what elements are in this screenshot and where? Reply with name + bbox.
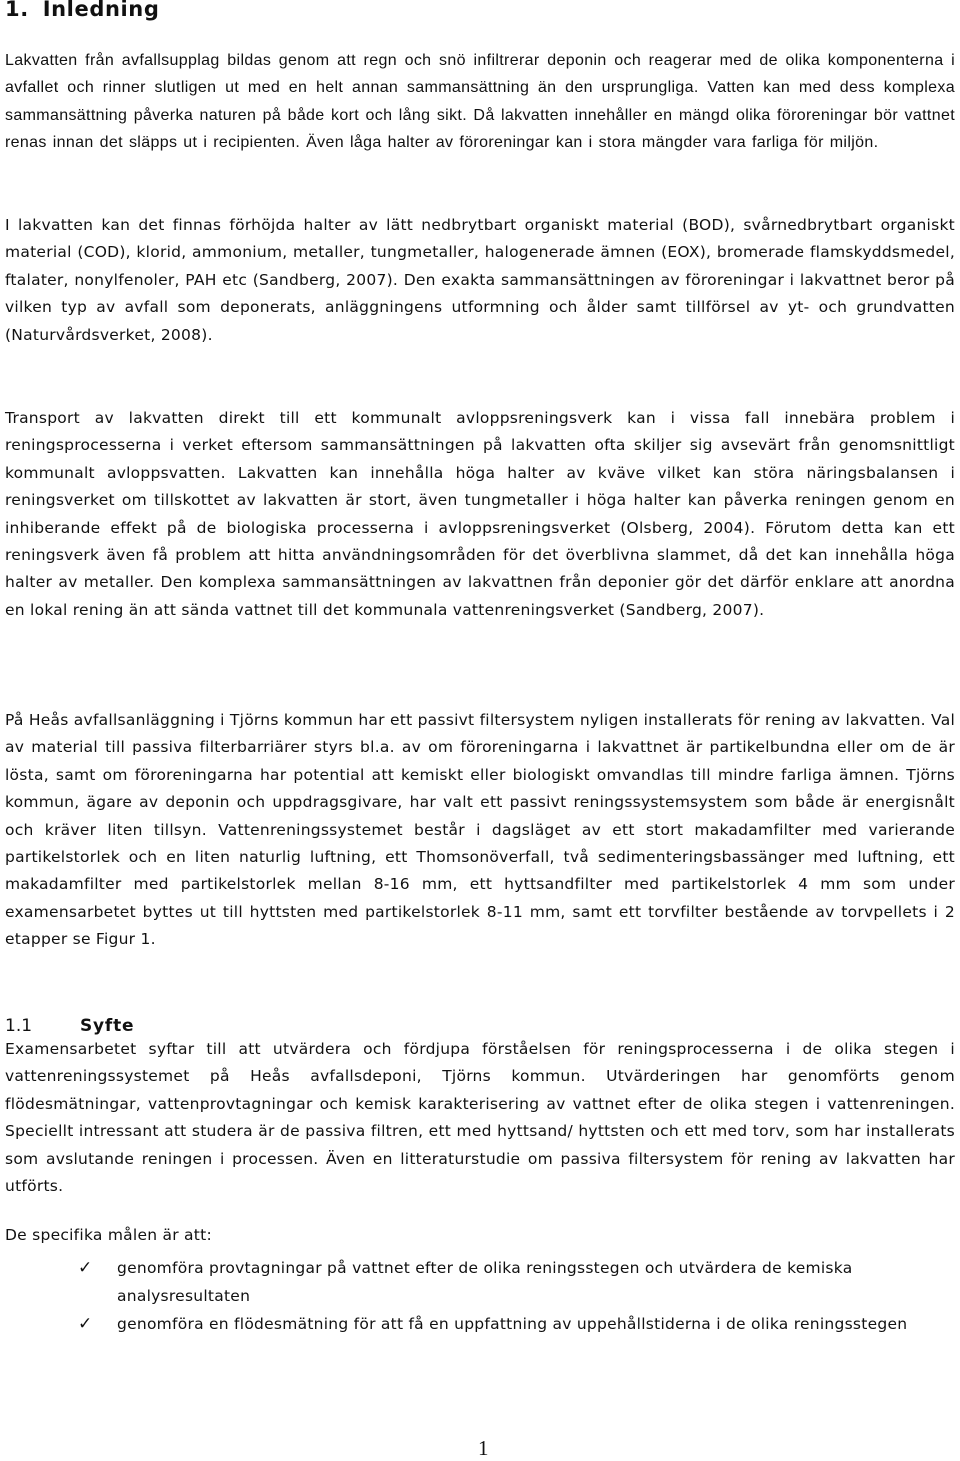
paragraph-intro: Lakvatten från avfallsupplag bildas genom att regn och snö infiltrerar deponin och reagerar med de olika komponenterna i avfallet och rinner slutligen ut med en helt annan sammansättning än den ursprungliga. Vatten kan med dess komplexa sammansättning påverka naturen på både kort och lång sikt. Då lakvatten innehåller en mängd olika föroreningar bör vattnet renas innan det släpps ut i recipienten. Även låga halter av föroreningar kan i stora mängder vara farliga för miljön.: [5, 52, 955, 152]
goals-list: [5, 1254, 955, 1338]
subsection-title: Syfte: [80, 1016, 135, 1036]
checkmark-icon: ✓: [78, 1314, 93, 1334]
subsection-heading: [5, 1016, 134, 1036]
paragraph-syfte: Examensarbetet syftar till att utvärdera och fördjupa förståelsen för reningsprocesserna i de olika stegen i vattenreningssystemet på Heås avfallsdeponi, Tjörns kommun. Utvärderingen har genomförts genom flödesmätningar, vattenprovtagningar och kemisk karakterisering av vattnet efter de olika stegen i vattenreningen. Speciellt intressant att studera är de passiva filtren, ett med hyttsand/ hyttsten och ett med torv, som har installerats som avslutande reningen i processen. Även en litteraturstudie om passiva filtersystem för rening av lakvatten har utförts.: [5, 1040, 955, 1196]
section-title: Inledning: [42, 0, 160, 21]
list-item: [5, 1310, 955, 1338]
section-heading: [5, 0, 160, 21]
section-number: 1.: [5, 0, 29, 21]
goal-text: genomföra provtagningar på vattnet efter de olika reningsstegen och utvärdera de kemiska analysresultaten: [117, 1259, 853, 1305]
goals-intro: De specifika målen är att:: [5, 1226, 212, 1244]
subsection-number: 1.1: [5, 1016, 33, 1036]
paragraph-heas: På Heås avfallsanläggning i Tjörns kommun har ett passivt filtersystem nyligen installerats för rening av lakvatten. Val av material till passiva filterbarriärer styrs bl.a. av om föroreningarna i lakvattnet är partikelbundna eller om de är lösta, samt om föroreningarna har potential att kemiskt eller biologiskt omvandlas till mindre farliga ämnen. Tjörns kommun, ägare av deponin och uppdragsgivare, har valt ett passivt reningssystemsystem som både är energisnålt och kräver liten tillsyn. Vattenreningssystemet består i dagsläget av ett stort makadamfilter med varierande partikelstorlek och en liten naturlig luftning, ett Thomsonöverfall, två sedimenteringsbassänger med luftning, ett makadamfilter med partikelstorlek mellan 8-16 mm, ett hyttsandfilter med partikelstorlek 4 mm som under examensarbetet byttes ut till hyttsten med partikelstorlek 8-11 mm, samt ett torvfilter bestående av torvpellets i 2 etapper se Figur 1.: [5, 711, 955, 949]
paragraph-transport: Transport av lakvatten direkt till ett kommunalt avloppsreningsverk kan i vissa fall innebära problem i reningsprocesserna i verket eftersom sammansättningen på lakvatten ofta skiljer sig avsevärt från genomsnittligt kommunalt avloppsvatten. Lakvatten kan innehålla höga halter av kväve vilket kan störa näringsbalansen i reningsverket om tillskottet av lakvatten är stort, även tungmetaller i höga halter kan påverka reningen genom en inhiberande effekt på de biologiska processerna i avloppsreningsverket (Olsberg, 2004). Förutom detta kan ett reningsverk även få problem att hitta användningsområden för det överblivna slammet, då det kan innehålla höga halter av metaller. Den komplexa sammansättningen av lakvattnen från deponier gör det därför enklare att anordna en lokal rening än att sända vattnet till det kommunala vattenreningsverket (Sandberg, 2007).: [5, 409, 955, 619]
paragraph-contaminants: I lakvatten kan det finnas förhöjda halter av lätt nedbrytbart organiskt material (BOD), svårnedbrytbart organiskt material (COD), klorid, ammonium, metaller, tungmetaller, halogenerade ämnen (EOX), bromerade flamskyddsmedel, ftalater, nonylfenoler, PAH etc (Sandberg, 2007). Den exakta sammansättningen av föroreningar i lakvattnet beror på vilken typ av avfall som deponerats, anläggningens utformning och ålder samt tillförsel av yt- och grundvatten (Naturvårdsverket, 2008).: [5, 216, 955, 344]
list-item: [5, 1254, 955, 1310]
page-number: 1: [478, 1436, 489, 1460]
goal-text: genomföra en flödesmätning för att få en uppfattning av uppehållstiderna i de olika reningsstegen: [117, 1315, 908, 1333]
checkmark-icon: ✓: [78, 1258, 93, 1278]
